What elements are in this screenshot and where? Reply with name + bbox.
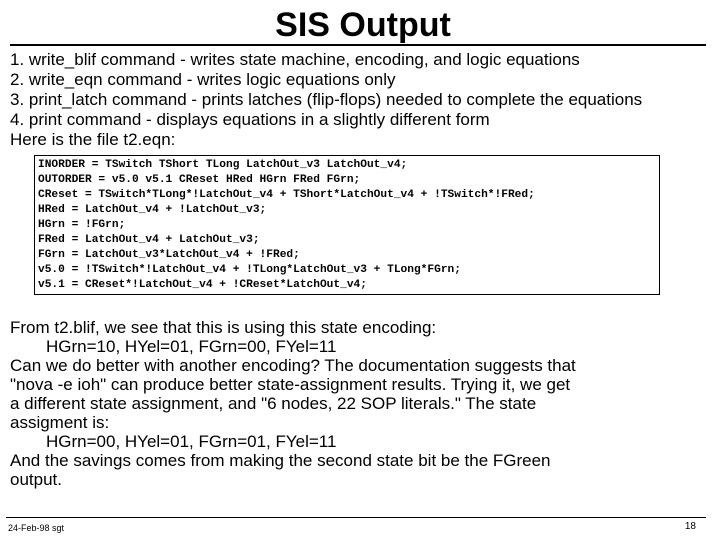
eqn-file-listing xyxy=(34,155,660,295)
list-item: 4. print command - displays equations in a slightly different form xyxy=(10,110,490,129)
encoding-line: HGrn=10, HYel=01, FGrn=00, FYel=11 xyxy=(46,337,337,356)
list-item: 3. print_latch command - prints latches (flip-flops) needed to complete the equations xyxy=(10,90,643,109)
code-line: OUTORDER = v5.0 v5.1 CReset HRed HGrn FRed FGrn; xyxy=(38,174,361,186)
text-line: And the savings comes from making the second state bit be the FGreen xyxy=(10,451,551,470)
file-intro: Here is the file t2.eqn: xyxy=(10,130,176,149)
code-line: v5.0 = !TSwitch*!LatchOut_v4 + !TLong*LatchOut_v3 + TLong*FGrn; xyxy=(38,264,461,276)
list-item: 1. write_blif command - writes state machine, encoding, and logic equations xyxy=(10,50,580,69)
encoding-line: HGrn=00, HYel=01, FGrn=01, FYel=11 xyxy=(46,432,337,451)
footer-divider xyxy=(6,517,706,518)
text-line: a different state assignment, and "6 nodes, 22 SOP literals." The state xyxy=(10,394,537,413)
text-line: assigment is: xyxy=(10,413,110,432)
text-line: output. xyxy=(10,470,62,489)
text-line: From t2.blif, we see that this is using this state encoding: xyxy=(10,318,437,337)
code-line: FGrn = LatchOut_v3*LatchOut_v4 + !FRed; xyxy=(38,249,300,261)
code-line: INORDER = TSwitch TShort TLong LatchOut_v3 LatchOut_v4; xyxy=(38,159,408,171)
page-number: 18 xyxy=(684,521,696,532)
code-line: HGrn = !FGrn; xyxy=(38,219,126,231)
code-line: FRed = LatchOut_v4 + LatchOut_v3; xyxy=(38,234,260,246)
slide-title: SIS Output xyxy=(275,6,451,44)
explanation-text xyxy=(10,318,576,489)
code-line: v5.1 = CReset*!LatchOut_v4 + !CReset*LatchOut_v4; xyxy=(38,279,367,291)
command-list xyxy=(10,50,642,150)
text-line: "nova -e ioh" can produce better state-assignment results. Trying it, we get xyxy=(10,375,571,394)
code-line: HRed = LatchOut_v4 + !LatchOut_v3; xyxy=(38,204,267,216)
list-item: 2. write_eqn command - writes logic equations only xyxy=(10,70,396,89)
code-line: CReset = TSwitch*TLong*!LatchOut_v4 + TShort*LatchOut_v4 + !TSwitch*!FRed; xyxy=(38,189,535,201)
text-line: Can we do better with another encoding? The documentation suggests that xyxy=(10,356,576,375)
title-divider xyxy=(10,44,706,46)
footer-date: 24-Feb-98 sgt xyxy=(8,523,65,533)
